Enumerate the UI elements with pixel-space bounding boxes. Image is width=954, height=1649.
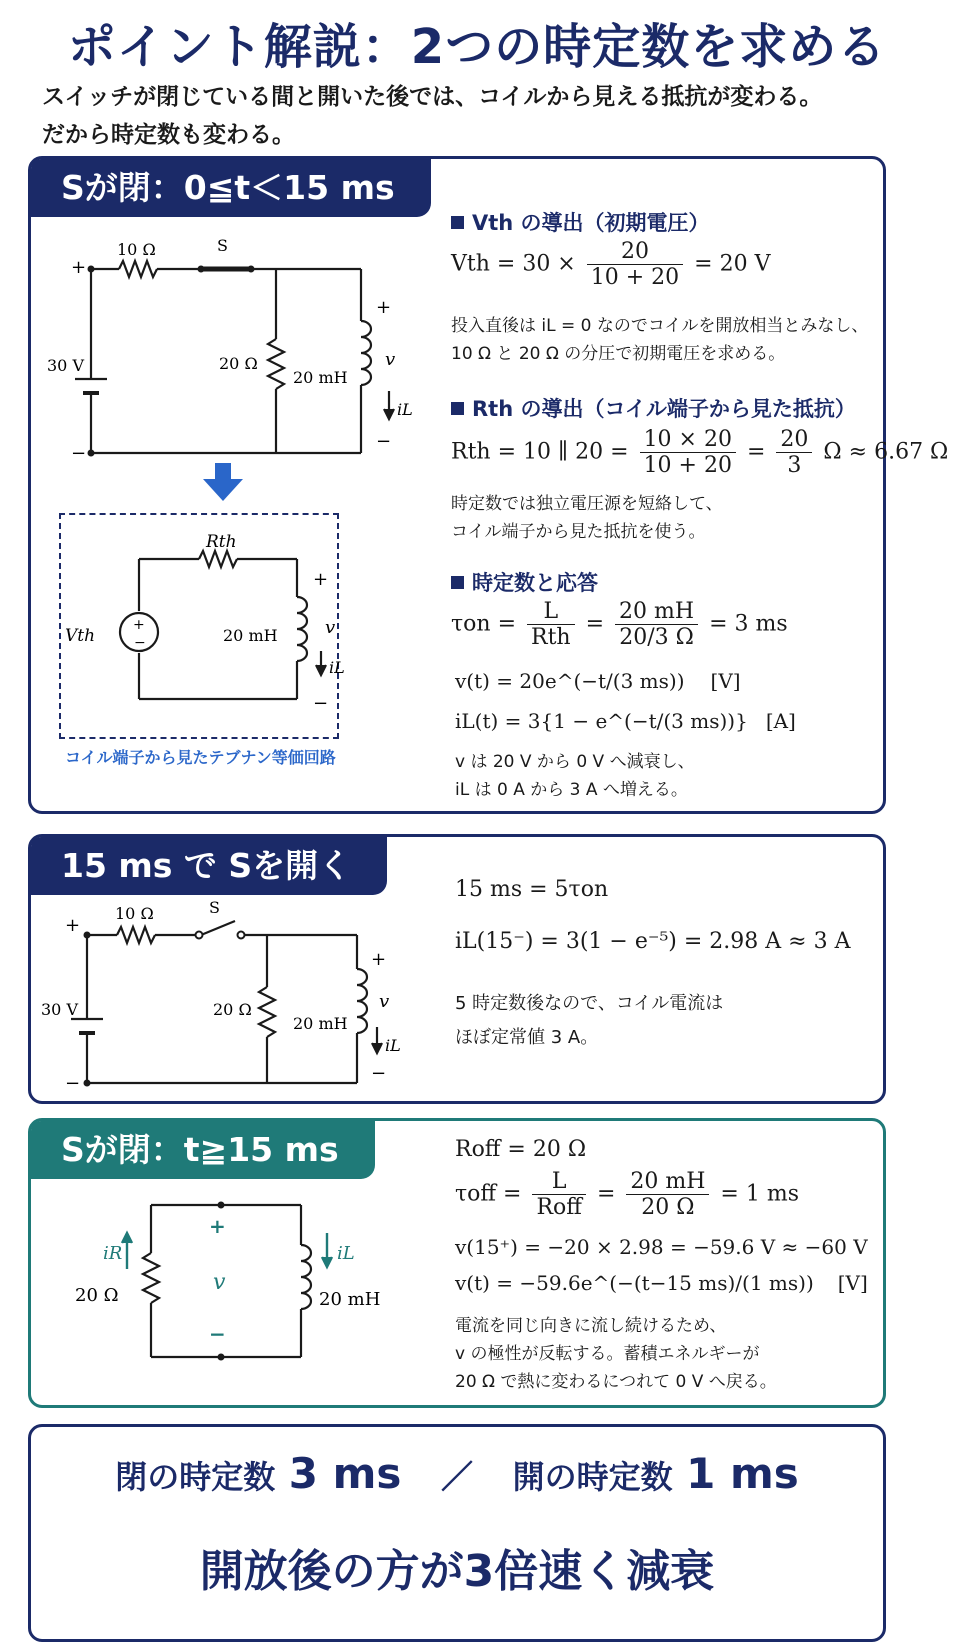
rth-note-1: 時定数では独立電圧源を短絡して、 — [451, 494, 723, 514]
p3-plus-label: + — [209, 1214, 226, 1238]
summary-closed-value: 3 ms — [288, 1449, 402, 1498]
intro-line-1: スイッチが閉じている間と開いた後では、コイルから見える抵抗が変わる。 — [42, 84, 823, 110]
down-arrow-icon — [201, 463, 245, 503]
thevenin-il-label: iL — [329, 658, 345, 677]
p3-minus-label: − — [209, 1322, 226, 1346]
response-note-2: iL は 0 A から 3 A へ増える。 — [455, 780, 688, 800]
vth-note-1: 投入直後は iL = 0 なのでコイルを開放相当とみなし、 — [451, 316, 869, 336]
response-heading: 時定数と応答 — [451, 567, 598, 597]
source-minus-label: − — [71, 443, 87, 464]
thevenin-rth-label: Rth — [206, 532, 237, 552]
p2-note-2: ほぼ定常値 3 A。 — [455, 1027, 599, 1048]
vth-note-2: 10 Ω と 20 Ω の分圧で初期電圧を求める。 — [451, 344, 786, 364]
summary-conclusion: 開放後の方が3倍速く減衰 — [199, 1546, 715, 1597]
thevenin-vth-label: Vth — [65, 626, 96, 646]
p2-note-1: 5 時定数後なので、コイル電流は — [455, 993, 724, 1014]
source-plus-label: + — [71, 257, 87, 278]
p2-r2-label: 20 Ω — [213, 1000, 252, 1019]
panel-open-switch-tab: 15 ms で Sを開く — [31, 837, 387, 895]
rth-equation: Rth = 10 ∥ 20 = $\frac{10 \times 20}{10 + 20}$ = $\frac{20}{3}$ Ω ≈ 6.67 Ω — [451, 427, 949, 478]
coil-label: 20 mH — [293, 368, 348, 387]
p2-minus-label: − — [65, 1073, 81, 1094]
p3-v-label: v — [213, 1270, 226, 1295]
coil-plus-label: + — [376, 297, 392, 318]
coil-minus-label: − — [376, 431, 392, 452]
panel-closed-tab: Sが閉：0≦t＜15 ms — [31, 159, 431, 217]
p3-il-label: iL — [337, 1243, 355, 1264]
summary-closed-label: 閉の時定数 — [115, 1458, 276, 1496]
p2-source-label: 30 V — [41, 1000, 78, 1019]
rth-note-2: コイル端子から見た抵抗を使う。 — [451, 522, 706, 542]
summary-box — [28, 1424, 886, 1642]
p3-v15-equation: v(15⁺) = −20 × 2.98 = −59.6 V ≈ −60 V — [455, 1235, 868, 1259]
panel-closed — [28, 156, 949, 814]
thevenin-coil-label: 20 mH — [223, 626, 278, 645]
thevenin-v-label: v — [325, 617, 336, 638]
p2-coil-label: 20 mH — [293, 1014, 348, 1033]
source-voltage-label: 30 V — [47, 356, 84, 375]
intro-line-2: だから時定数も変わる。 — [42, 122, 295, 148]
p2-r1-label: 10 Ω — [115, 904, 154, 923]
p3-note-2: v の極性が反転する。蓄積エネルギーが — [455, 1344, 760, 1364]
summary-separator: ／ — [440, 1458, 473, 1496]
p2-v-label: v — [379, 991, 390, 1012]
thevenin-src-plus: + — [133, 617, 145, 633]
p2-equation-1: 15 ms = 5τon — [455, 877, 609, 902]
voltage-v-label: v — [385, 349, 396, 370]
summary-line-1 — [31, 1449, 883, 1498]
rth-heading: Rth の導出（コイル端子から見た抵抗） — [451, 393, 856, 423]
p2-coil-plus: + — [371, 949, 387, 970]
page-title: ポイント解説：2つの時定数を求める — [67, 19, 887, 75]
panel-open — [28, 1118, 886, 1408]
p3-vt-equation: v(t) = −59.6e^(−(t−15 ms)/(1 ms)) [V] — [455, 1271, 868, 1295]
r1-label: 10 Ω — [117, 240, 156, 259]
panel-open-switch — [28, 834, 886, 1104]
il-response-equation: iL(t) = 3{1 − e^(−t/(3 ms))} [A] — [455, 709, 796, 733]
p2-equation-2: iL(15⁻) = 3(1 − e⁻⁵) = 2.98 A ≈ 3 A — [455, 929, 851, 954]
thevenin-circuit-diagram — [59, 513, 379, 733]
thevenin-minus-label: − — [313, 693, 329, 714]
p3-note-3: 20 Ω で熱に変わるにつれて 0 V へ戻る。 — [455, 1372, 777, 1392]
p3-roff-equation: Roff = 20 Ω — [455, 1137, 587, 1162]
panel-open-tab: Sが閉：t≧15 ms — [31, 1121, 375, 1179]
tau-on-equation: τon = $\frac{L}{\text{Rth}}$ = $\frac{20 mH}{20/3 \Omega}$ = 3 ms — [451, 599, 788, 650]
summary-open-value: 1 ms — [686, 1449, 799, 1498]
thevenin-src-minus: − — [134, 635, 146, 651]
p3-coil-label: 20 mH — [319, 1289, 381, 1310]
p3-r-label: 20 Ω — [75, 1285, 119, 1306]
p3-note-1: 電流を同じ向きに流し続けるため、 — [455, 1316, 727, 1336]
p2-switch-label: S — [209, 898, 220, 917]
vth-heading: Vth の導出（初期電圧） — [451, 207, 710, 237]
open-switch-circuit-diagram — [41, 899, 421, 1095]
switch-label: S — [217, 236, 228, 255]
p2-plus-label: + — [65, 915, 81, 936]
p2-il-label: iL — [385, 1036, 401, 1055]
v-response-equation: v(t) = 20e^(−t/(3 ms)) [V] — [455, 669, 741, 693]
p3-tau-off-equation: τoff = $\frac{L}{\text{Roff}}$ = $\frac{20 mH}{20 \Omega}$ = 1 ms — [455, 1169, 799, 1220]
thevenin-caption: コイル端子から見たテブナン等価回路 — [65, 748, 336, 767]
p2-coil-minus: − — [371, 1063, 387, 1084]
open-circuit-diagram — [51, 1189, 411, 1399]
summary-open-label: 開の時定数 — [512, 1458, 673, 1496]
p3-ir-label: iR — [103, 1243, 123, 1264]
thevenin-plus-label: + — [313, 569, 329, 590]
vth-equation: Vth = 30 × $\frac{20}{10 + 20}$ = 20 V — [451, 239, 771, 290]
r2-label: 20 Ω — [219, 354, 258, 373]
current-il-label: iL — [397, 400, 413, 419]
response-note-1: v は 20 V から 0 V へ減衰し、 — [455, 752, 695, 772]
